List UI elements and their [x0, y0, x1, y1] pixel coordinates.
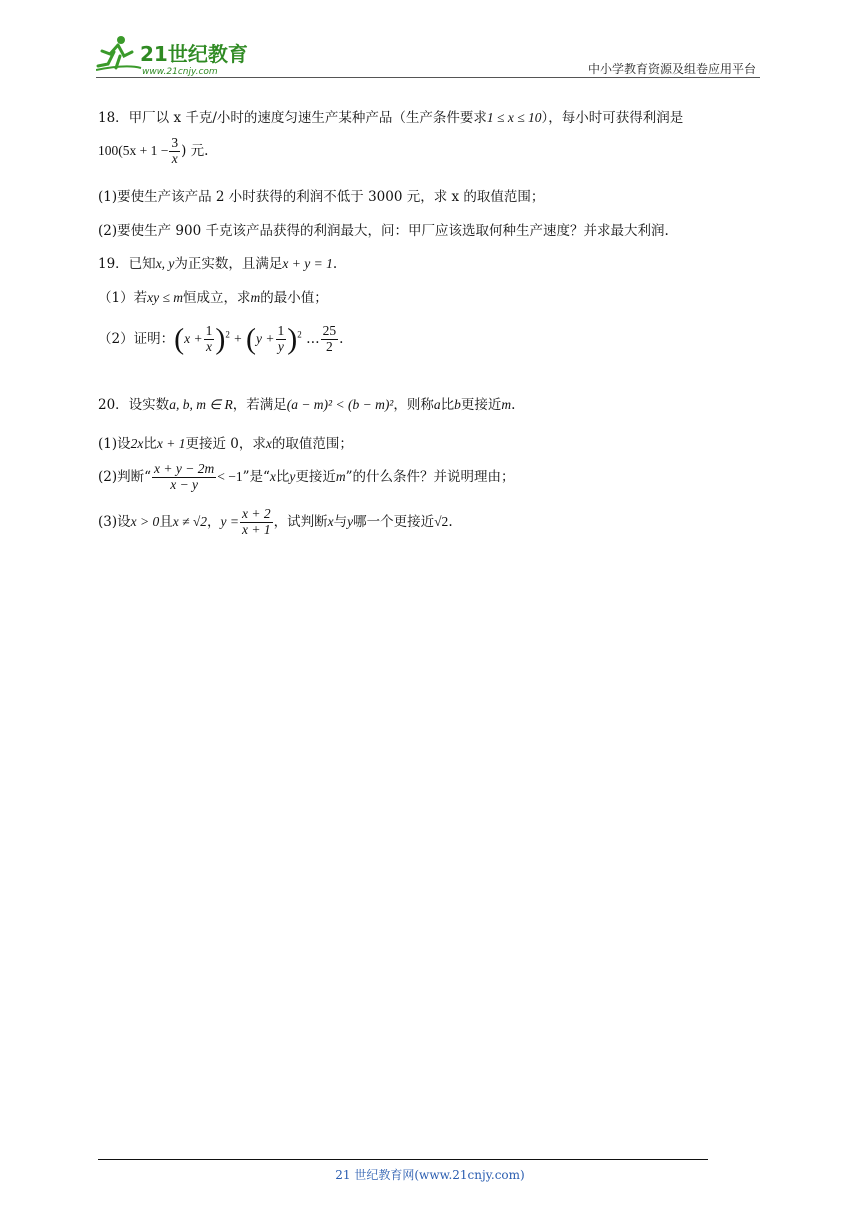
q19-stem [98, 252, 337, 272]
q20-part2-ineq: < −1 [217, 468, 243, 484]
q20-part3-cond2: x ≠ √2 [172, 513, 208, 529]
q20-part3-frac-den: x + 1 [242, 521, 271, 537]
runner-logo-icon [96, 34, 266, 78]
q19-part2-end: . [339, 330, 344, 347]
q20-var-m: m [501, 397, 512, 412]
q18-fraction-den: x [171, 150, 178, 166]
header-divider [96, 77, 760, 78]
q18-part2: (2)要使生产 900 千克该产品获得的利润最大，问：甲厂应该选取何种生产速度？并求最大利润. [98, 223, 669, 239]
q18-condition: 1 ≤ x ≤ 10 [486, 110, 542, 125]
q19-part1-ineq: xy ≤ m [147, 290, 183, 305]
logo-url-text: www.21cnjy.com [142, 67, 218, 77]
q20-part3-text-2: ，试判断 [273, 513, 328, 530]
q20-part2 [98, 462, 515, 493]
footer-divider [98, 1159, 708, 1160]
q20-part3-yv: y [347, 513, 354, 529]
q19-part2-x: x + [184, 330, 203, 346]
q20-stem-text-2: ，若满足 [232, 397, 287, 413]
q19-frac2-den: y [277, 338, 284, 354]
q19-part2-label: （2）证明： [98, 330, 175, 347]
q20-part1-text: 比 [143, 436, 157, 452]
q20-part3-comma: ， [207, 513, 221, 530]
q20-part2-x: x [269, 468, 276, 484]
q18-profit-expr: 100(5x + 1 − [98, 142, 169, 158]
paren-open: ( [174, 322, 185, 356]
q20-part3-y: y = [220, 513, 240, 529]
q20-part2-frac [152, 462, 216, 493]
q20-part3 [98, 507, 453, 538]
q20-stem-text-5: 更接近 [460, 397, 502, 413]
q19-equation: x + y = 1 [282, 256, 333, 271]
q18-stem-text-2: ），每小时可获得利润是 [541, 110, 684, 126]
q20-part2-text-2: 比 [275, 468, 290, 485]
q20-vars: a, b, m ∈ R [169, 397, 233, 412]
q20-part3-text-3: 与 [333, 513, 348, 530]
q19-frac1-num: 1 [205, 323, 213, 338]
q20-part1-2x: 2x [130, 436, 144, 451]
q19-frac3-den: 2 [325, 338, 333, 354]
q20-part1-label: (1)设 [98, 436, 131, 452]
q20-part1 [98, 432, 353, 452]
paren-close-2: ) [287, 322, 298, 356]
paren-open-2: ( [246, 322, 257, 356]
q20-part1-x1: x + 1 [156, 436, 186, 451]
q20-part1-text-2: 更接近 0，求 [185, 436, 266, 452]
q20-part3-sqrt: √2 [434, 513, 449, 529]
q18-profit-unit: ) 元. [181, 142, 209, 159]
q19-frac3-num: 25 [322, 323, 337, 338]
q20-part3-text-4: 哪一个更接近 [353, 513, 435, 530]
q20-var-b: b [454, 397, 461, 412]
q19-frac2-num: 1 [277, 323, 285, 338]
q20-part2-text-3: 更接近 [295, 468, 336, 485]
q20-part2-label: (2)判断“ [98, 468, 152, 485]
q18-fraction [169, 136, 180, 167]
q20-part1-x: x [265, 436, 272, 451]
q20-ineq: (a − m)² < (b − m)² [286, 397, 394, 412]
q20-part1-text-3: 的取值范围； [271, 436, 353, 452]
q20-stem-text-4: 比 [440, 397, 455, 413]
q20-part2-y: y [289, 468, 296, 484]
q19-frac1-den: x [205, 338, 212, 354]
logo-brand-text: 21世纪教育 [140, 42, 248, 66]
q19-frac1 [204, 324, 215, 355]
q20-part2-frac-den: x − y [170, 476, 199, 492]
q19-stem-text: 19．已知 [98, 256, 156, 272]
footer-link[interactable]: 21 世纪教育网(www.21cnjy.com) [335, 1168, 525, 1182]
q20-stem-end: . [511, 397, 516, 413]
q18-stem-line1 [98, 106, 683, 126]
q20-part3-x: x [327, 513, 334, 529]
q20-stem-text: 20．设实数 [98, 397, 170, 413]
q20-stem [98, 393, 515, 413]
q19-part1-var: m [250, 290, 261, 305]
site-logo [96, 34, 266, 78]
q20-var-a: a [433, 397, 441, 412]
q20-part3-end: . [448, 513, 453, 530]
q19-part2-sign: … [306, 330, 320, 347]
q19-part1-text: 恒成立，求 [183, 290, 251, 306]
q19-part2: （2）证明：(x + $\frac{1}{x}$ )$^2$ + (y + $\frac{1}{y}$ )$^2$ … $\frac{25}{2}$ . [98, 322, 344, 356]
q19-stem-end: . [332, 256, 338, 272]
q18-stem-text: 18．甲厂以 x 千克/小时的速度匀速生产某种产品（生产条件要求 [98, 110, 487, 126]
paren-close: ) [215, 322, 226, 356]
q20-part2-text-4: ”的什么条件？并说明理由； [345, 468, 515, 485]
q20-part2-m: m [335, 468, 346, 484]
q20-part3-text: 且 [159, 513, 173, 530]
q18-fraction-num: 3 [171, 135, 179, 150]
q20-stem-text-3: ，则称 [393, 397, 434, 413]
q19-frac3 [321, 324, 339, 355]
q19-part1 [98, 286, 328, 306]
q19-part2-plus: + [234, 330, 242, 346]
q19-part1-text-2: 的最小值； [260, 290, 328, 306]
q19-part1-label: （1）若 [98, 290, 148, 306]
q20-part3-cond1: x > 0 [130, 513, 160, 529]
header-tagline: 中小学教育资源及组卷应用平台 [587, 62, 756, 76]
q19-stem-text-2: 为正实数，且满足 [174, 256, 283, 272]
q19-part2-y: y + [256, 330, 275, 346]
q19-frac2 [276, 324, 287, 355]
q20-part2-text: ”是“ [242, 468, 270, 485]
q20-part3-label: (3)设 [98, 513, 131, 530]
q18-stem-line2 [98, 136, 208, 167]
q20-part2-frac-num: x + y − 2m [154, 461, 215, 476]
q20-part3-frac-num: x + 2 [242, 506, 271, 521]
q19-vars: x, y [155, 256, 175, 271]
q18-part1: (1)要使生产该产品 2 小时获得的利润不低于 3000 元，求 x 的取值范围； [98, 189, 545, 205]
q20-part3-frac [240, 507, 273, 538]
